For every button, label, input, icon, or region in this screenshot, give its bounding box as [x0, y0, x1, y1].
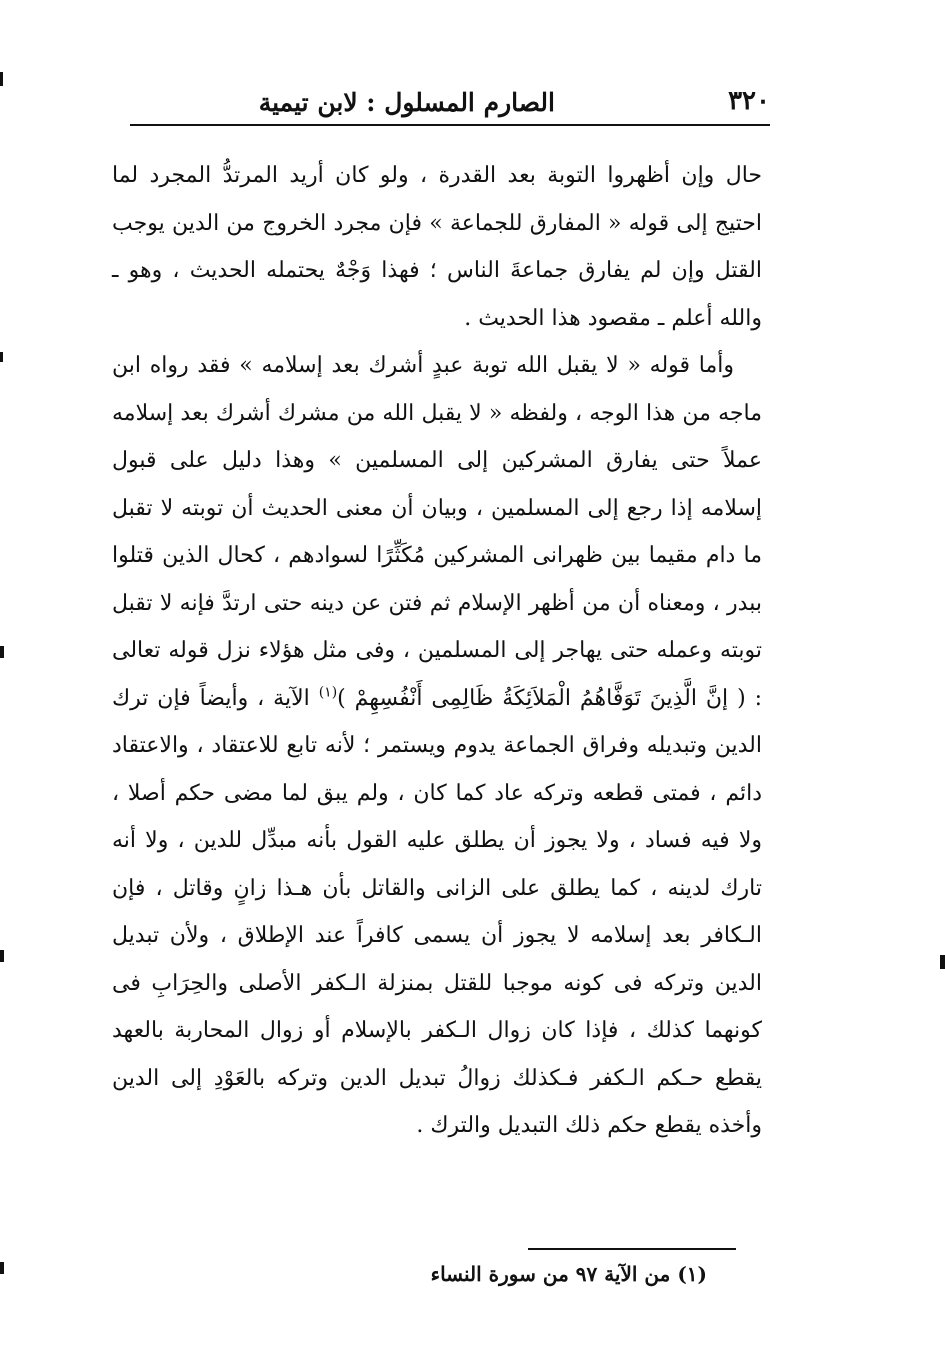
page-header — [130, 80, 770, 120]
footnote-reference: (١) — [318, 684, 338, 701]
paragraph-text: الآية ، وأيضاً فإن ترك الدين وتبديله وفراق الجماعة يدوم ويستمر ؛ لأنه تابع للاعتقاد ، والاعتقاد دائم ، فمتى قطعه وتركه عاد كما كان ، ولم يبق لما مضى حكم أصلا ، ولا فيه فساد ، ولا يجوز أن يطلق عليه القول بأنه مبدِّل للدين ، ولا أنه تارك لدينه ، كما يطلق على الزانى والقاتل بأن هـذا زانٍ وقاتل ، فإن الـكافر بعد إسلامه لا يجوز أن يسمى كافراً عند الإطلاق ، ولأن تبديل الدين وتركه فى كونه موجبا للقتل بمنزلة الـكفر الأصلى والحِرَابِ فى كونهما كذلك ، فإذا كان زوال الـكفر بالإسلام أو زوال المحاربة بالعهد يقطع حـكم الـكفر فـكذلك زوالُ تبديل الدين وتركه بالعَوْدِ إلى الدين وأخذه يقطع حكم ذلك التبديل والترك . — [112, 685, 762, 1138]
scan-mark — [0, 72, 3, 86]
main-text — [112, 152, 762, 1150]
scan-mark — [0, 646, 4, 658]
running-title: الصارم المسلول : لابن تيمية — [258, 88, 555, 117]
footnote: (١) من الآية ٩٧ من سورة النساء — [430, 1262, 707, 1286]
scan-mark — [0, 950, 4, 962]
paragraph-text: وأما قوله « لا يقبل الله توبة عبدٍ أشرك بعد إسلامه » فقد رواه ابن ماجه من هذا الوجه ، ولفظه « لا يقبل الله من مشرك أشرك بعد إسلامه عملاً حتى يفارق المشركين إلى المسلمين » وهذا دليل على قبول إسلامه إذا رجع إلى المسلمين ، وبيان أن معنى الحديث أن توبته لا تقبل ما دام مقيما بين ظهرانى المشركين مُكَثِّرًا لسوادهم ، كحال الذين قتلوا ببدر ، ومعناه أن من أظهر الإسلام ثم فتن عن دينه حتى ارتدَّ فإنه لا تقبل توبته وعمله حتى يهاجر إلى المسلمين ، وفى مثل هؤلاء نزل قوله تعالى : ( إنَّ الَّذِينَ تَوَفَّاهُمُ الْمَلاَئِكَةُ ظَالِمِى أَنْفُسِهِمْ ) — [112, 353, 762, 711]
scan-mark — [940, 955, 945, 969]
page-number: ٣٢٠ — [728, 86, 770, 116]
header-rule — [130, 124, 770, 126]
paragraph — [112, 342, 762, 1150]
scan-mark — [0, 1262, 4, 1274]
paragraph: حال وإن أظهروا التوبة بعد القدرة ، ولو كان أريد المرتدُّ المجرد لما احتيج إلى قوله « المفارق للجماعة » فإن مجرد الخروج من الدين يوجب القتل وإن لم يفارق جماعةَ الناس ؛ فهذا وَجْهٌ يحتمله الحديث ، وهو ـ والله أعلم ـ مقصود هذا الحديث . — [112, 163, 762, 331]
scan-mark — [0, 352, 3, 362]
footnote-rule — [528, 1248, 736, 1250]
